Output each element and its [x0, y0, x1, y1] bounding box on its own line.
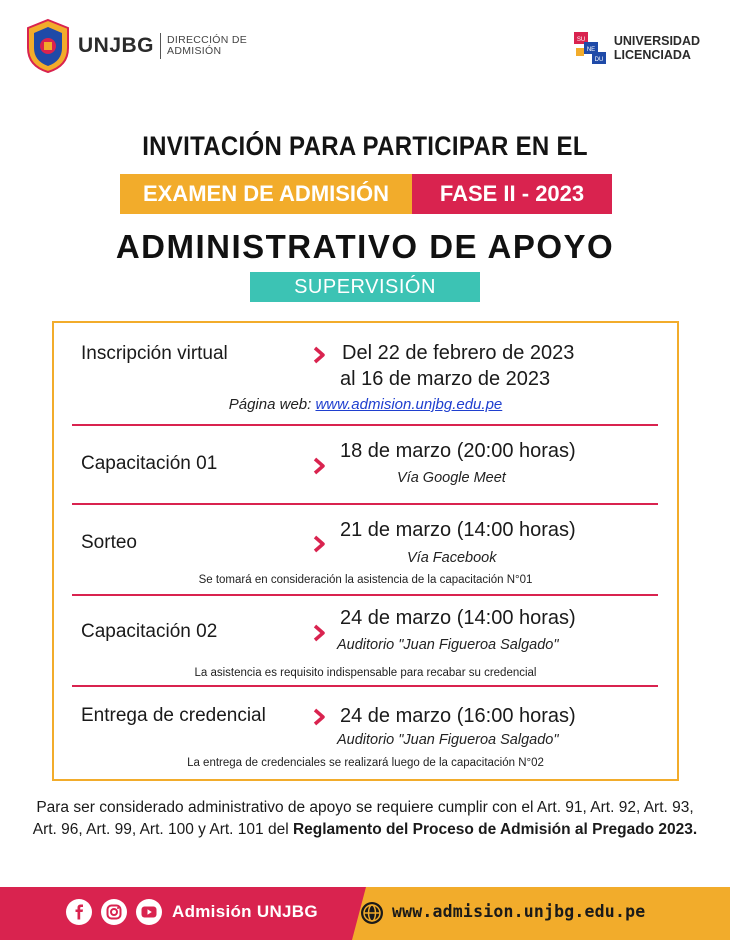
schedule-note-capacitacion-02: La asistencia es requisito indispensable para recabar su credencial	[194, 667, 537, 679]
sunedu-logo-icon	[572, 30, 608, 66]
licensed-text	[614, 34, 700, 62]
brand-name: UNJBG	[78, 34, 155, 57]
invitation-title: INVITACIÓN PARA PARTICIPAR EN EL	[142, 131, 588, 162]
web-prefix: Página web:	[228, 396, 312, 413]
schedule-label-capacitacion-02: Capacitación 02	[81, 621, 218, 642]
brand-sub-line2: ADMISIÓN	[167, 45, 222, 57]
admission-website-link[interactable]: www.admision.unjbg.edu.pe	[315, 396, 503, 413]
sunedu-logo-text-1: SU	[576, 37, 586, 43]
schedule-value-entrega: 24 de marzo (16:00 horas)	[340, 705, 576, 727]
unjbg-logo	[24, 18, 247, 74]
requirement-bold: Reglamento del Proceso de Admisión al Pregado 2023.	[292, 821, 698, 838]
schedule-label-capacitacion-01: Capacitación 01	[81, 453, 218, 474]
schedule-label-entrega: Entrega de credencial	[81, 705, 266, 726]
licensed-line1: UNIVERSIDAD	[613, 34, 700, 48]
schedule-value-inscripcion-1: Del 22 de febrero de 2023	[342, 342, 575, 364]
row-divider	[72, 594, 658, 596]
university-seal-icon	[24, 18, 72, 74]
row-divider	[72, 424, 658, 426]
area-banner: SUPERVISIÓN	[250, 272, 480, 302]
brand-divider	[160, 33, 161, 59]
schedule-value-sorteo: 21 de marzo (14:00 horas)	[340, 519, 576, 541]
instagram-icon[interactable]	[101, 899, 127, 925]
youtube-icon[interactable]	[136, 899, 162, 925]
social-label: Admisión UNJBG	[172, 902, 318, 921]
schedule-label-sorteo: Sorteo	[81, 532, 137, 553]
sunedu-logo-text-3: DU	[594, 57, 604, 63]
licensed-line2: LICENCIADA	[613, 48, 691, 62]
chevron-right-icon	[312, 457, 326, 475]
sunedu-logo-text-2: NE	[586, 47, 596, 53]
chevron-right-icon	[312, 708, 326, 726]
chevron-right-icon	[312, 535, 326, 553]
schedule-value-capacitacion-01: 18 de marzo (20:00 horas)	[340, 440, 576, 462]
requirement-text: Para ser considerado administrativo de apoyo se requiere cumplir con el Art. 91, Art. 92, Art. 93, Art. 96, Art. 99, Art. 100 y Art. 101 del	[32, 799, 694, 838]
role-title-suffix: APOYO	[487, 228, 615, 265]
row-divider	[72, 503, 658, 505]
web-line	[52, 396, 679, 413]
schedule-value-inscripcion-2: al 16 de marzo de 2023	[340, 368, 551, 390]
schedule-note-entrega: La entrega de credenciales se realizará luego de la capacitación N°02	[187, 757, 544, 769]
chevron-right-icon	[312, 624, 326, 642]
row-divider	[72, 685, 658, 687]
globe-icon	[360, 901, 384, 925]
schedule-value-capacitacion-02: 24 de marzo (14:00 horas)	[340, 607, 576, 629]
schedule-sub-sorteo: Vía Facebook	[407, 550, 497, 566]
role-title-prefix: ADMINISTRATIVO DE	[115, 228, 488, 265]
schedule-label-inscripcion: Inscripción virtual	[81, 343, 228, 364]
licensed-badge	[572, 30, 700, 66]
facebook-icon[interactable]	[66, 899, 92, 925]
brand-subtitle	[167, 35, 247, 57]
role-title	[0, 228, 730, 266]
footer-website-link[interactable]: www.admision.unjbg.edu.pe	[392, 902, 646, 921]
schedule-sub-capacitacion-02: Auditorio "Juan Figueroa Salgado"	[337, 637, 559, 653]
schedule-sub-capacitacion-01: Vía Google Meet	[397, 470, 506, 486]
chevron-right-icon	[312, 346, 326, 364]
brand-sub-line1: DIRECCIÓN DE	[167, 34, 248, 46]
exam-banner: EXAMEN DE ADMISIÓN	[120, 174, 412, 214]
requirement-paragraph	[30, 797, 700, 841]
phase-banner: FASE II - 2023	[412, 174, 612, 214]
schedule-note-sorteo: Se tomará en consideración la asistencia de la capacitación N°01	[198, 574, 533, 586]
schedule-sub-entrega: Auditorio "Juan Figueroa Salgado"	[337, 732, 559, 748]
